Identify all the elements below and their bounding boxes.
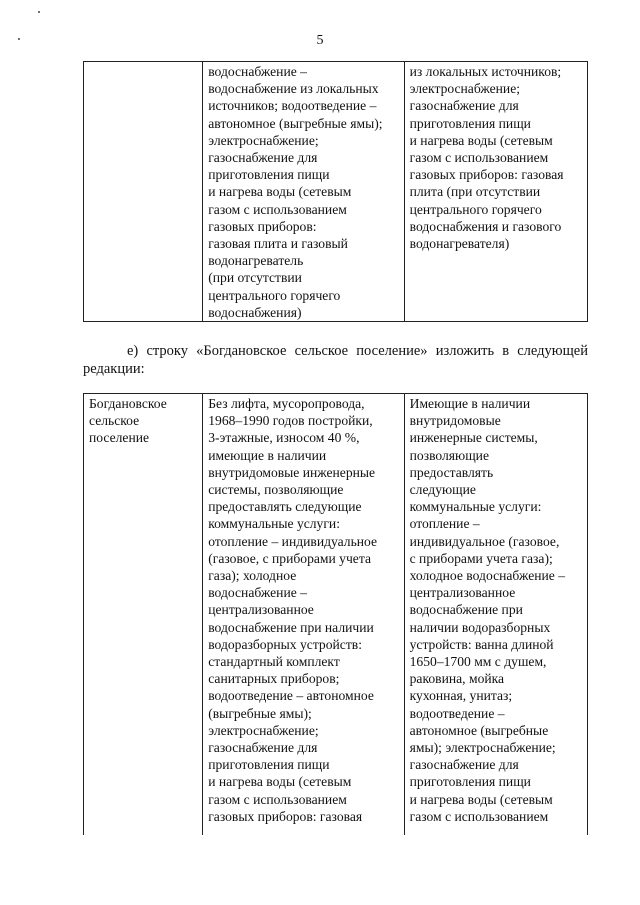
cell-text-line: автономное (выгребные: [409, 722, 549, 738]
settlement-cell: [84, 62, 203, 322]
cell-text-line: (при отсутствии: [208, 270, 302, 286]
cell-text-line: источников; водоотведение –: [208, 98, 377, 114]
cell-text-line: с приборами учета газа);: [409, 550, 553, 566]
cell-text-line: электроснабжение;: [208, 132, 319, 148]
cell-text-line: приготовления пищи: [409, 774, 531, 790]
cell-text-line: электроснабжение;: [409, 81, 521, 97]
cell-text-line: водоснабжение при: [409, 602, 523, 618]
cell-text-line: внутридомовые: [409, 413, 501, 429]
cell-text-line: Имеющие в наличии: [409, 396, 531, 411]
cell-text-line: электроснабжение;: [208, 722, 319, 738]
cell-text-line: газом с использованием: [208, 201, 347, 217]
cell-text-line: и нагрева воды (сетевым: [409, 791, 553, 807]
cell-text-line: приготовления пищи: [208, 167, 330, 183]
cell-text-line: ямы); электроснабжение;: [409, 740, 556, 756]
cell-text-line: позволяющие: [409, 447, 489, 463]
cell-text-line: санитарных приборов;: [208, 671, 340, 687]
cell-text-line: следующие: [409, 482, 476, 498]
cell-text-line: из локальных источников;: [409, 64, 562, 79]
cell-text-line: имеющие в наличии: [208, 447, 327, 463]
cell-text-line: коммунальные услуги:: [409, 499, 542, 515]
cell-text-line: Богдановское: [89, 396, 167, 411]
cell-text-line: водоснабжение –: [208, 585, 307, 601]
cell-text-line: приготовления пищи: [409, 115, 531, 131]
page-number: 5: [316, 33, 324, 48]
instruction-line: е) строку «Богдановское сельское поселение» изложить в следующей: [127, 343, 588, 359]
cell-text-line: 1968–1990 годов постройки,: [208, 413, 373, 429]
cell-text-line: автономное (выгребные ямы);: [208, 115, 383, 131]
cell-text-line: водоотведение – автономное: [208, 688, 374, 704]
cell-text-line: газоснабжение для: [409, 757, 519, 773]
cell-text-line: предоставлять: [409, 464, 494, 480]
cell-text-line: отопление –: [409, 516, 480, 532]
cell-text-line: газовая плита и газовый: [208, 236, 348, 252]
cell-text-line: сельское: [89, 413, 140, 429]
cell-text-line: газа); холодное: [208, 568, 297, 584]
cell-text-line: центрального горячего: [208, 287, 341, 303]
cell-text-line: водоразборных устройств:: [208, 636, 362, 652]
cell-text-line: кухонная, унитаз;: [409, 688, 513, 704]
cell-text-line: внутридомовые инженерные: [208, 464, 376, 480]
cell-text-line: водоснабжение –: [208, 64, 307, 79]
cell-text-line: предоставлять следующие: [208, 499, 362, 515]
cell-text-line: водоснабжения и газового: [409, 218, 562, 234]
tariff-table-new: [83, 393, 588, 835]
cell-text-line: газовых приборов: газовая: [409, 167, 564, 183]
cell-text-line: наличии водоразборных: [409, 619, 551, 635]
cell-text-line: инженерные системы,: [409, 430, 538, 446]
cell-text-line: централизованное: [208, 602, 314, 618]
cell-text-line: водонагревателя): [409, 236, 510, 252]
cell-text-line: отопление – индивидуальное: [208, 533, 378, 549]
cell-text-line: и нагрева воды (сетевым: [208, 774, 352, 790]
cell-text-line: устройств: ванна длиной: [409, 636, 554, 652]
cell-text-line: поселение: [89, 430, 150, 446]
cell-text-line: 3-этажные, износом 40 %,: [208, 430, 360, 446]
tariff-table-continued: [83, 61, 588, 322]
cell-text-line: водоснабжение при наличии: [208, 619, 374, 635]
cell-text-line: плита (при отсутствии: [409, 184, 541, 200]
settlement-cell: [84, 394, 203, 836]
cell-text-line: газом с использованием: [208, 791, 347, 807]
cell-text-line: центрального горячего: [409, 201, 542, 217]
cell-text-line: Без лифта, мусоропровода,: [208, 396, 365, 411]
cell-text-line: газоснабжение для: [208, 150, 318, 166]
cell-text-line: водоснабжения): [208, 304, 302, 320]
cell-text-line: газом с использованием: [409, 150, 549, 166]
cell-text-line: раковина, мойка: [409, 671, 505, 687]
cell-text-line: системы, позволяющие: [208, 482, 344, 498]
cell-text-line: водоснабжение из локальных: [208, 81, 379, 97]
housing-description-cell: [203, 394, 404, 836]
instruction-line: редакции:: [83, 361, 145, 377]
cell-text-line: (газовое, с приборами учета: [208, 550, 371, 566]
cell-text-line: водоотведение –: [409, 705, 505, 721]
table-row: [84, 394, 588, 836]
cell-text-line: газоснабжение для: [208, 740, 318, 756]
cell-text-line: газовых приборов:: [208, 218, 317, 234]
amendment-instruction: [83, 342, 588, 378]
utilities-description-cell: [404, 394, 587, 836]
cell-text-line: газовых приборов: газовая: [208, 808, 363, 824]
cell-text-line: приготовления пищи: [208, 757, 330, 773]
cell-text-line: газом с использованием: [409, 808, 549, 824]
cell-text-line: индивидуальное (газовое,: [409, 533, 560, 549]
cell-text-line: коммунальные услуги:: [208, 516, 340, 532]
cell-text-line: (выгребные ямы);: [208, 705, 312, 721]
cell-text-line: и нагрева воды (сетевым: [208, 184, 352, 200]
housing-description-cell: [203, 62, 404, 322]
utilities-description-cell: [404, 62, 587, 322]
table-row: [84, 62, 588, 322]
cell-text-line: холодное водоснабжение –: [409, 568, 566, 584]
scan-speck: [38, 11, 40, 13]
cell-text-line: стандартный комплект: [208, 654, 340, 670]
cell-text-line: газоснабжение для: [409, 98, 519, 114]
cell-text-line: водонагреватель: [208, 253, 304, 269]
cell-text-line: централизованное: [409, 585, 516, 601]
cell-text-line: и нагрева воды (сетевым: [409, 132, 553, 148]
cell-text-line: 1650–1700 мм с душем,: [409, 654, 547, 670]
